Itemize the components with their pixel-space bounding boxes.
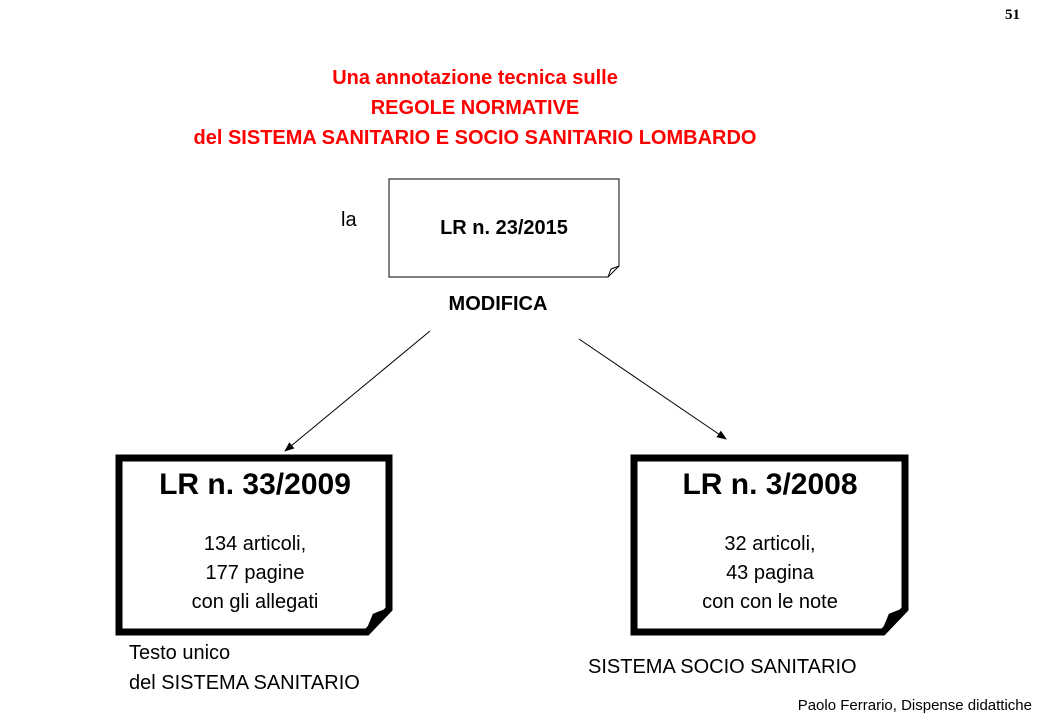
detail-line: 43 pagina <box>726 562 814 584</box>
detail-line: 32 articoli, <box>724 533 816 555</box>
target-caption-left <box>129 638 360 698</box>
title-line-3: del SISTEMA SANITARIO E SOCIO SANITARIO LOMBARDO <box>193 127 757 149</box>
caption-line: SISTEMA SOCIO SANITARIO <box>588 656 857 678</box>
source-prefix: la <box>341 209 357 231</box>
target-law-title: LR n. 3/2008 <box>682 468 858 501</box>
page-number: 51 <box>1005 7 1020 23</box>
target-law-card-left <box>119 458 391 634</box>
target-law-title: LR n. 33/2009 <box>159 468 351 501</box>
target-law-card-right <box>634 458 906 634</box>
arrow-to-right <box>579 339 726 439</box>
detail-line: con gli allegati <box>191 591 319 613</box>
target-law-details <box>634 530 906 617</box>
target-law-details <box>119 530 391 617</box>
detail-line: 134 articoli, <box>203 533 307 555</box>
title-line-1: Una annotazione tecnica sulle <box>332 67 618 89</box>
detail-line: con con le note <box>702 591 838 613</box>
title-line-2: REGOLE NORMATIVE <box>370 97 580 119</box>
relation-label: MODIFICA <box>448 293 548 315</box>
detail-line: 177 pagine <box>205 562 305 584</box>
caption-line: Testo unico <box>129 642 231 664</box>
caption-line: del SISTEMA SANITARIO <box>129 672 360 694</box>
source-law: LR n. 23/2015 <box>440 216 568 239</box>
arrow-to-left <box>285 331 430 451</box>
footer-credit: Paolo Ferrario, Dispense didattiche <box>797 697 1032 714</box>
target-caption-right <box>588 652 857 682</box>
